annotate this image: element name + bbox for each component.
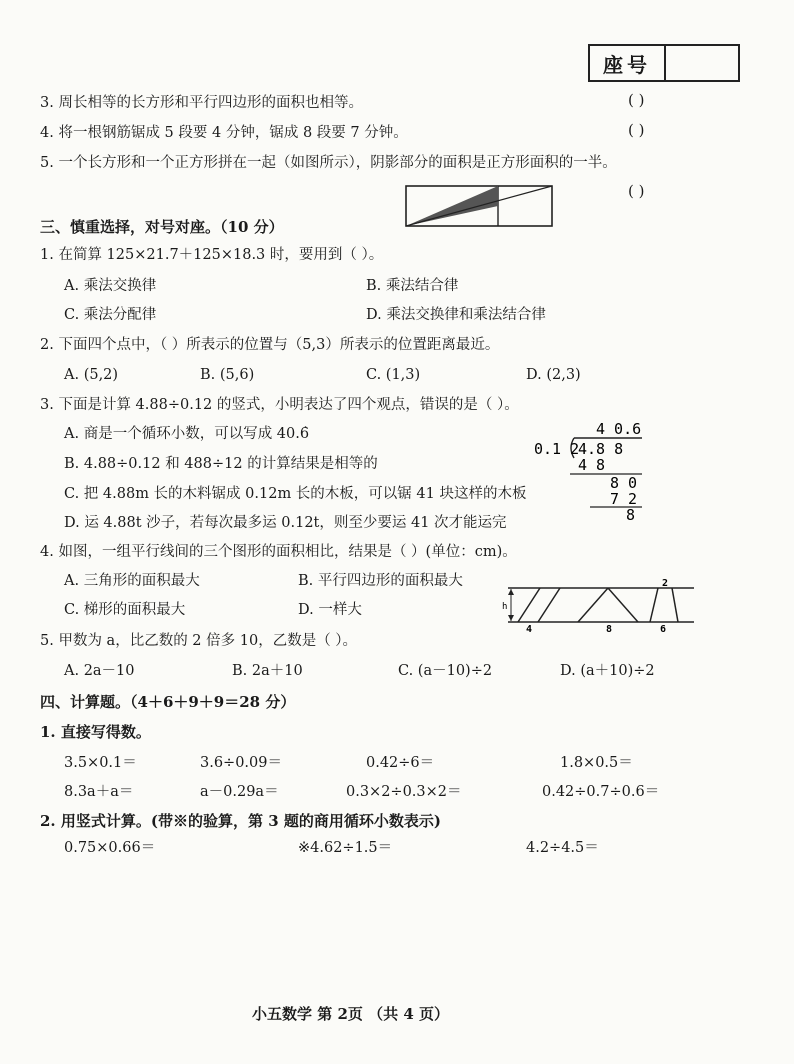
seat-value[interactable] [666, 46, 738, 80]
calc-item-2[interactable]: 3.6÷0.09＝ [200, 755, 282, 771]
q1-option-b[interactable]: B. 乘法结合律 [366, 278, 459, 294]
q3-option-a[interactable]: A. 商是一个循环小数，可以写成 40.6̇ [64, 426, 310, 442]
q3-text: 3. 下面是计算 4.88÷0.12 的竖式，小明表达了四个观点，错误的是（ ）。 [40, 397, 519, 413]
height-label: h [502, 602, 508, 612]
judge-answer-3[interactable]: ( ) [628, 91, 645, 109]
q4-option-a[interactable]: A. 三角形的面积最大 [64, 573, 200, 589]
q1-option-d[interactable]: D. 乘法交换律和乘法结合律 [366, 307, 546, 323]
division-quotient: 4 0.6 [596, 420, 642, 438]
q5-option-a[interactable]: A. 2a－10 [64, 663, 135, 679]
q3-option-d[interactable]: D. 运 4.88t 沙子，若每次最多运 0.12t，则至少要运 41 次才能运完 [64, 515, 507, 531]
judge-item-3: 3. 周长相等的长方形和平行四边形的面积也相等。 [40, 95, 363, 111]
page-footer: 小五数学 第 2页 （共 4 页） [252, 1005, 449, 1023]
division-remainder: 8 [626, 506, 636, 522]
q5-option-d[interactable]: D. (a＋10)÷2 [560, 663, 655, 679]
division-step-2: 8 0 [610, 474, 638, 492]
section4-title: 四、计算题。（4＋6＋9＋9＝28 分） [40, 693, 296, 711]
calc-item-6[interactable]: a－0.29a＝ [200, 784, 279, 800]
vertical-calc-2[interactable]: ※4.62÷1.5＝ [298, 840, 393, 856]
long-division-figure [530, 418, 660, 522]
base-label-2: 8 [606, 624, 613, 632]
q2-text: 2. 下面四个点中，（ ）所表示的位置与（5,3）所表示的位置距离最近。 [40, 337, 500, 353]
q1-text: 1. 在简算 125×21.7＋125×18.3 时，要用到（ ）。 [40, 247, 384, 263]
division-step-3: 7 2 [610, 490, 638, 508]
q5-option-b[interactable]: B. 2a＋10 [232, 663, 303, 679]
division-dividend: 4.8 8 [578, 440, 624, 458]
judge-item-5: 5. 一个长方形和一个正方形拼在一起（如图所示），阴影部分的面积是正方形面积的一半。 [40, 155, 617, 171]
calc-item-8[interactable]: 0.42÷0.7÷0.6＝ [542, 784, 660, 800]
division-divisor: 0.1 2 [534, 440, 580, 458]
q2-option-c[interactable]: C. (1,3) [366, 367, 421, 383]
q3-option-b[interactable]: B. 4.88÷0.12 和 488÷12 的计算结果是相等的 [64, 456, 378, 472]
judge-answer-5[interactable]: ( ) [628, 182, 645, 200]
q3-option-c[interactable]: C. 把 4.88m 长的木料锯成 0.12m 长的木板，可以锯 41 块这样的木板 [64, 486, 527, 502]
seat-number-box [588, 44, 740, 82]
q5-option-c[interactable]: C. (a－10)÷2 [398, 663, 493, 679]
calc-part1-title: 1. 直接写得数。 [40, 723, 151, 741]
base-label-3: 6 [660, 624, 667, 632]
q5-text: 5. 甲数为 a，比乙数的 2 倍多 10，乙数是（ ）。 [40, 633, 358, 649]
q4-option-b[interactable]: B. 平行四边形的面积最大 [298, 573, 463, 589]
calc-item-1[interactable]: 3.5×0.1＝ [64, 755, 137, 771]
q4-option-c[interactable]: C. 梯形的面积最大 [64, 602, 186, 618]
judge-item-4: 4. 将一根钢筋锯成 5 段要 4 分钟，锯成 8 段要 7 分钟。 [40, 125, 408, 141]
division-step-1: 4 8 [578, 456, 606, 474]
seat-label: 座号 [590, 46, 666, 80]
q1-option-a[interactable]: A. 乘法交换律 [64, 278, 157, 294]
calc-part2-title: 2. 用竖式计算。(带※的验算，第 3 题的商用循环小数表示) [40, 812, 441, 830]
rect-square-figure [404, 184, 554, 228]
base-label-1: 4 [526, 624, 533, 632]
q1-option-c[interactable]: C. 乘法分配律 [64, 307, 157, 323]
q2-option-a[interactable]: A. (5,2) [64, 367, 119, 383]
q4-option-d[interactable]: D. 一样大 [298, 602, 362, 618]
vertical-calc-1[interactable]: 0.75×0.66＝ [64, 840, 156, 856]
calc-item-7[interactable]: 0.3×2÷0.3×2＝ [346, 784, 462, 800]
q2-option-d[interactable]: D. (2,3) [526, 367, 581, 383]
calc-item-5[interactable]: 8.3a＋a＝ [64, 784, 134, 800]
section3-title: 三、慎重选择，对号对座。（10 分） [40, 218, 284, 236]
top-label: 2 [662, 578, 669, 589]
calc-item-4[interactable]: 1.8×0.5＝ [560, 755, 633, 771]
q4-text: 4. 如图，一组平行线间的三个图形的面积相比，结果是（ ）(单位：cm)。 [40, 544, 517, 560]
parallel-lines-figure [500, 576, 696, 632]
q2-option-b[interactable]: B. (5,6) [200, 367, 255, 383]
judge-answer-4[interactable]: ( ) [628, 121, 645, 139]
vertical-calc-3[interactable]: 4.2÷4.5＝ [526, 840, 599, 856]
calc-item-3[interactable]: 0.42÷6＝ [366, 755, 435, 771]
